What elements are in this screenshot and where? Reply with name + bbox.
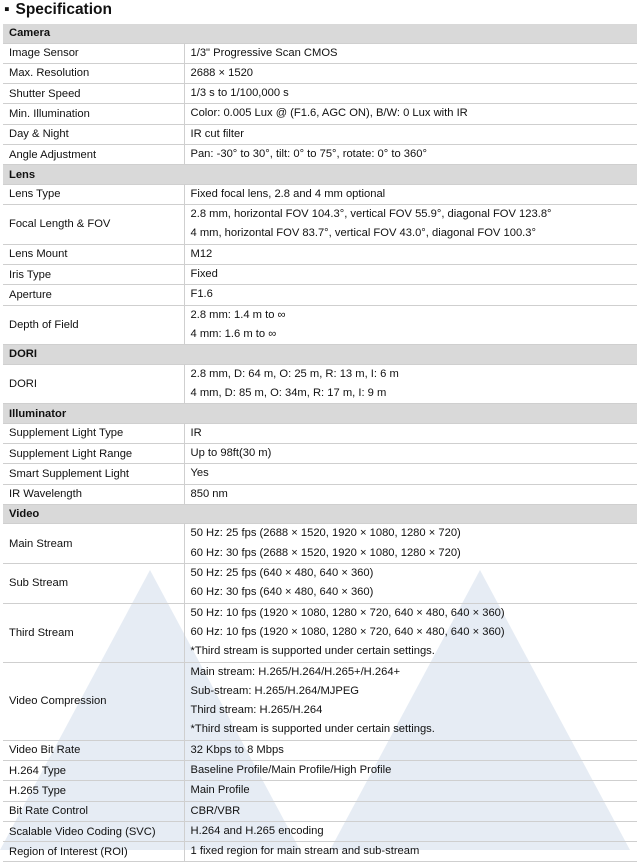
spec-row: [3, 43, 637, 63]
spec-key: Aperture: [3, 285, 184, 305]
spec-key: Angle Adjustment: [3, 144, 184, 164]
spec-value-line: Up to 98ft(30 m): [190, 447, 272, 460]
spec-value-line: 50 Hz: 25 fps (2688 × 1520, 1920 × 1080, 1280 × 720): [190, 527, 461, 540]
spec-value: [184, 104, 637, 124]
spec-key: Min. Illumination: [3, 104, 184, 124]
spec-value: [184, 124, 637, 144]
section-header-illuminator: [3, 404, 637, 424]
spec-key: H.265 Type: [3, 781, 184, 801]
spec-value-line: 60 Hz: 30 fps (640 × 480, 640 × 360): [190, 586, 374, 599]
spec-value: [184, 564, 637, 604]
spec-key: Day & Night: [3, 124, 184, 144]
spec-value: [184, 484, 637, 504]
spec-value-line: H.264 and H.265 encoding: [190, 824, 324, 837]
spec-row: [3, 564, 637, 604]
spec-value: [184, 524, 637, 564]
spec-value-line: 850 nm: [190, 487, 228, 500]
spec-value: [184, 781, 637, 801]
spec-row: [3, 761, 637, 781]
spec-value: [184, 205, 637, 245]
spec-value-line: IR: [190, 426, 202, 439]
spec-key: DORI: [3, 364, 184, 404]
spec-row: [3, 801, 637, 821]
spec-row: [3, 364, 637, 404]
spec-row: [3, 781, 637, 801]
spec-value-line: 1/3 s to 1/100,000 s: [190, 87, 289, 100]
spec-value: [184, 184, 637, 204]
spec-row: [3, 84, 637, 104]
spec-value-line: Baseline Profile/Main Profile/High Profile: [190, 764, 392, 776]
spec-value-line: Color: 0.005 Lux @ (F1.6, AGC ON), B/W: 0 Lux with IR: [190, 107, 468, 120]
spec-value-line: *Third stream is supported under certain settings.: [190, 645, 435, 658]
spec-value-line: 1 fixed region for main stream and sub-stream: [190, 845, 420, 858]
spec-value-line: Fixed focal lens, 2.8 and 4 mm optional: [190, 187, 386, 200]
spec-row: [3, 464, 637, 484]
spec-value: [184, 662, 637, 740]
spec-value-line: 2688 × 1520: [190, 66, 254, 79]
spec-key: H.264 Type: [3, 761, 184, 781]
spec-value-line: 2.8 mm: 1.4 m to ∞: [190, 308, 286, 321]
spec-key: Smart Supplement Light: [3, 464, 184, 484]
spec-value: [184, 305, 637, 345]
spec-row: [3, 842, 637, 862]
section-title: Illuminator: [3, 404, 637, 424]
section-title: Video: [3, 504, 637, 524]
spec-value-line: Sub-stream: H.265/H.264/MJPEG: [190, 684, 360, 697]
spec-row: [3, 264, 637, 284]
spec-row: [3, 63, 637, 83]
bullet-icon: ▪: [4, 1, 10, 18]
spec-value-line: 1/3" Progressive Scan CMOS: [190, 46, 338, 59]
spec-value-line: 2.8 mm, D: 64 m, O: 25 m, R: 13 m, I: 6 m: [190, 367, 399, 380]
spec-row: [3, 603, 637, 662]
spec-row: [3, 740, 637, 760]
spec-table: [3, 24, 637, 862]
spec-value: [184, 740, 637, 760]
page-title-text: Specification: [15, 1, 112, 18]
section-header-lens: [3, 165, 637, 185]
spec-row: [3, 662, 637, 740]
spec-row: [3, 144, 637, 164]
spec-value-line: IR cut filter: [190, 127, 244, 140]
spec-key: Video Bit Rate: [3, 740, 184, 760]
spec-value: [184, 43, 637, 63]
spec-row: [3, 305, 637, 345]
spec-value: [184, 264, 637, 284]
spec-key: Supplement Light Type: [3, 423, 184, 443]
spec-value-line: 2.8 mm, horizontal FOV 104.3°, vertical FOV 55.9°, diagonal FOV 123.8°: [190, 208, 552, 221]
spec-value-line: 4 mm: 1.6 m to ∞: [190, 327, 277, 340]
spec-key: Depth of Field: [3, 305, 184, 345]
spec-value: [184, 84, 637, 104]
spec-value: [184, 761, 637, 781]
spec-row: [3, 444, 637, 464]
spec-value-line: Third stream: H.265/H.264: [190, 704, 323, 717]
spec-key: Focal Length & FOV: [3, 205, 184, 245]
section-header-video: [3, 504, 637, 524]
spec-value-line: 50 Hz: 25 fps (640 × 480, 640 × 360): [190, 567, 374, 580]
spec-key: IR Wavelength: [3, 484, 184, 504]
spec-key: Lens Mount: [3, 244, 184, 264]
spec-value-line: 50 Hz: 10 fps (1920 × 1080, 1280 × 720, 640 × 480, 640 × 360): [190, 606, 505, 619]
spec-value-line: M12: [190, 247, 213, 260]
spec-key: Shutter Speed: [3, 84, 184, 104]
spec-row: [3, 821, 637, 841]
section-header-camera: [3, 24, 637, 43]
spec-value-line: 60 Hz: 10 fps (1920 × 1080, 1280 × 720, 640 × 480, 640 × 360): [190, 625, 505, 638]
spec-value-line: CBR/VBR: [190, 804, 241, 817]
spec-value-line: 32 Kbps to 8 Mbps: [190, 743, 284, 756]
spec-value-line: 4 mm, D: 85 m, O: 34m, R: 17 m, I: 9 m: [190, 386, 387, 399]
spec-row: [3, 104, 637, 124]
spec-key: Main Stream: [3, 524, 184, 564]
spec-value: [184, 821, 637, 841]
spec-row: [3, 205, 637, 245]
spec-value: [184, 285, 637, 305]
spec-value: [184, 801, 637, 821]
spec-row: [3, 285, 637, 305]
spec-key: Bit Rate Control: [3, 801, 184, 821]
spec-key: Lens Type: [3, 184, 184, 204]
spec-row: [3, 184, 637, 204]
spec-key: Region of Interest (ROI): [3, 842, 184, 862]
spec-value: [184, 444, 637, 464]
spec-key: Scalable Video Coding (SVC): [3, 821, 184, 841]
spec-row: [3, 524, 637, 564]
spec-row: [3, 124, 637, 144]
spec-row: [3, 423, 637, 443]
spec-value-line: 60 Hz: 30 fps (2688 × 1520, 1920 × 1080, 1280 × 720): [190, 546, 461, 559]
spec-value: [184, 63, 637, 83]
spec-value: [184, 464, 637, 484]
spec-value: [184, 244, 637, 264]
spec-value-line: 4 mm, horizontal FOV 83.7°, vertical FOV 43.0°, diagonal FOV 100.3°: [190, 227, 536, 240]
spec-row: [3, 244, 637, 264]
section-title: Lens: [3, 165, 637, 185]
spec-value-line: Pan: -30° to 30°, tilt: 0° to 75°, rotate: 0° to 360°: [190, 147, 427, 160]
spec-key: Supplement Light Range: [3, 444, 184, 464]
spec-value: [184, 364, 637, 404]
section-title: DORI: [3, 345, 637, 365]
spec-row: [3, 484, 637, 504]
spec-key: Image Sensor: [3, 43, 184, 63]
spec-value-line: F1.6: [190, 288, 213, 301]
spec-key: Sub Stream: [3, 564, 184, 604]
spec-key: Max. Resolution: [3, 63, 184, 83]
spec-key: Iris Type: [3, 264, 184, 284]
spec-value-line: Yes: [190, 467, 209, 480]
section-title: Camera: [3, 24, 637, 43]
spec-value: [184, 603, 637, 662]
page-title: [4, 0, 112, 22]
spec-value-line: Main Profile: [190, 784, 250, 797]
spec-value: [184, 423, 637, 443]
spec-value-line: Main stream: H.265/H.264/H.265+/H.264+: [190, 665, 401, 678]
section-header-dori: [3, 345, 637, 365]
spec-value-line: *Third stream is supported under certain settings.: [190, 723, 435, 736]
spec-key: Video Compression: [3, 662, 184, 740]
spec-value-line: Fixed: [190, 267, 218, 280]
spec-value: [184, 842, 637, 862]
spec-value: [184, 144, 637, 164]
spec-key: Third Stream: [3, 603, 184, 662]
